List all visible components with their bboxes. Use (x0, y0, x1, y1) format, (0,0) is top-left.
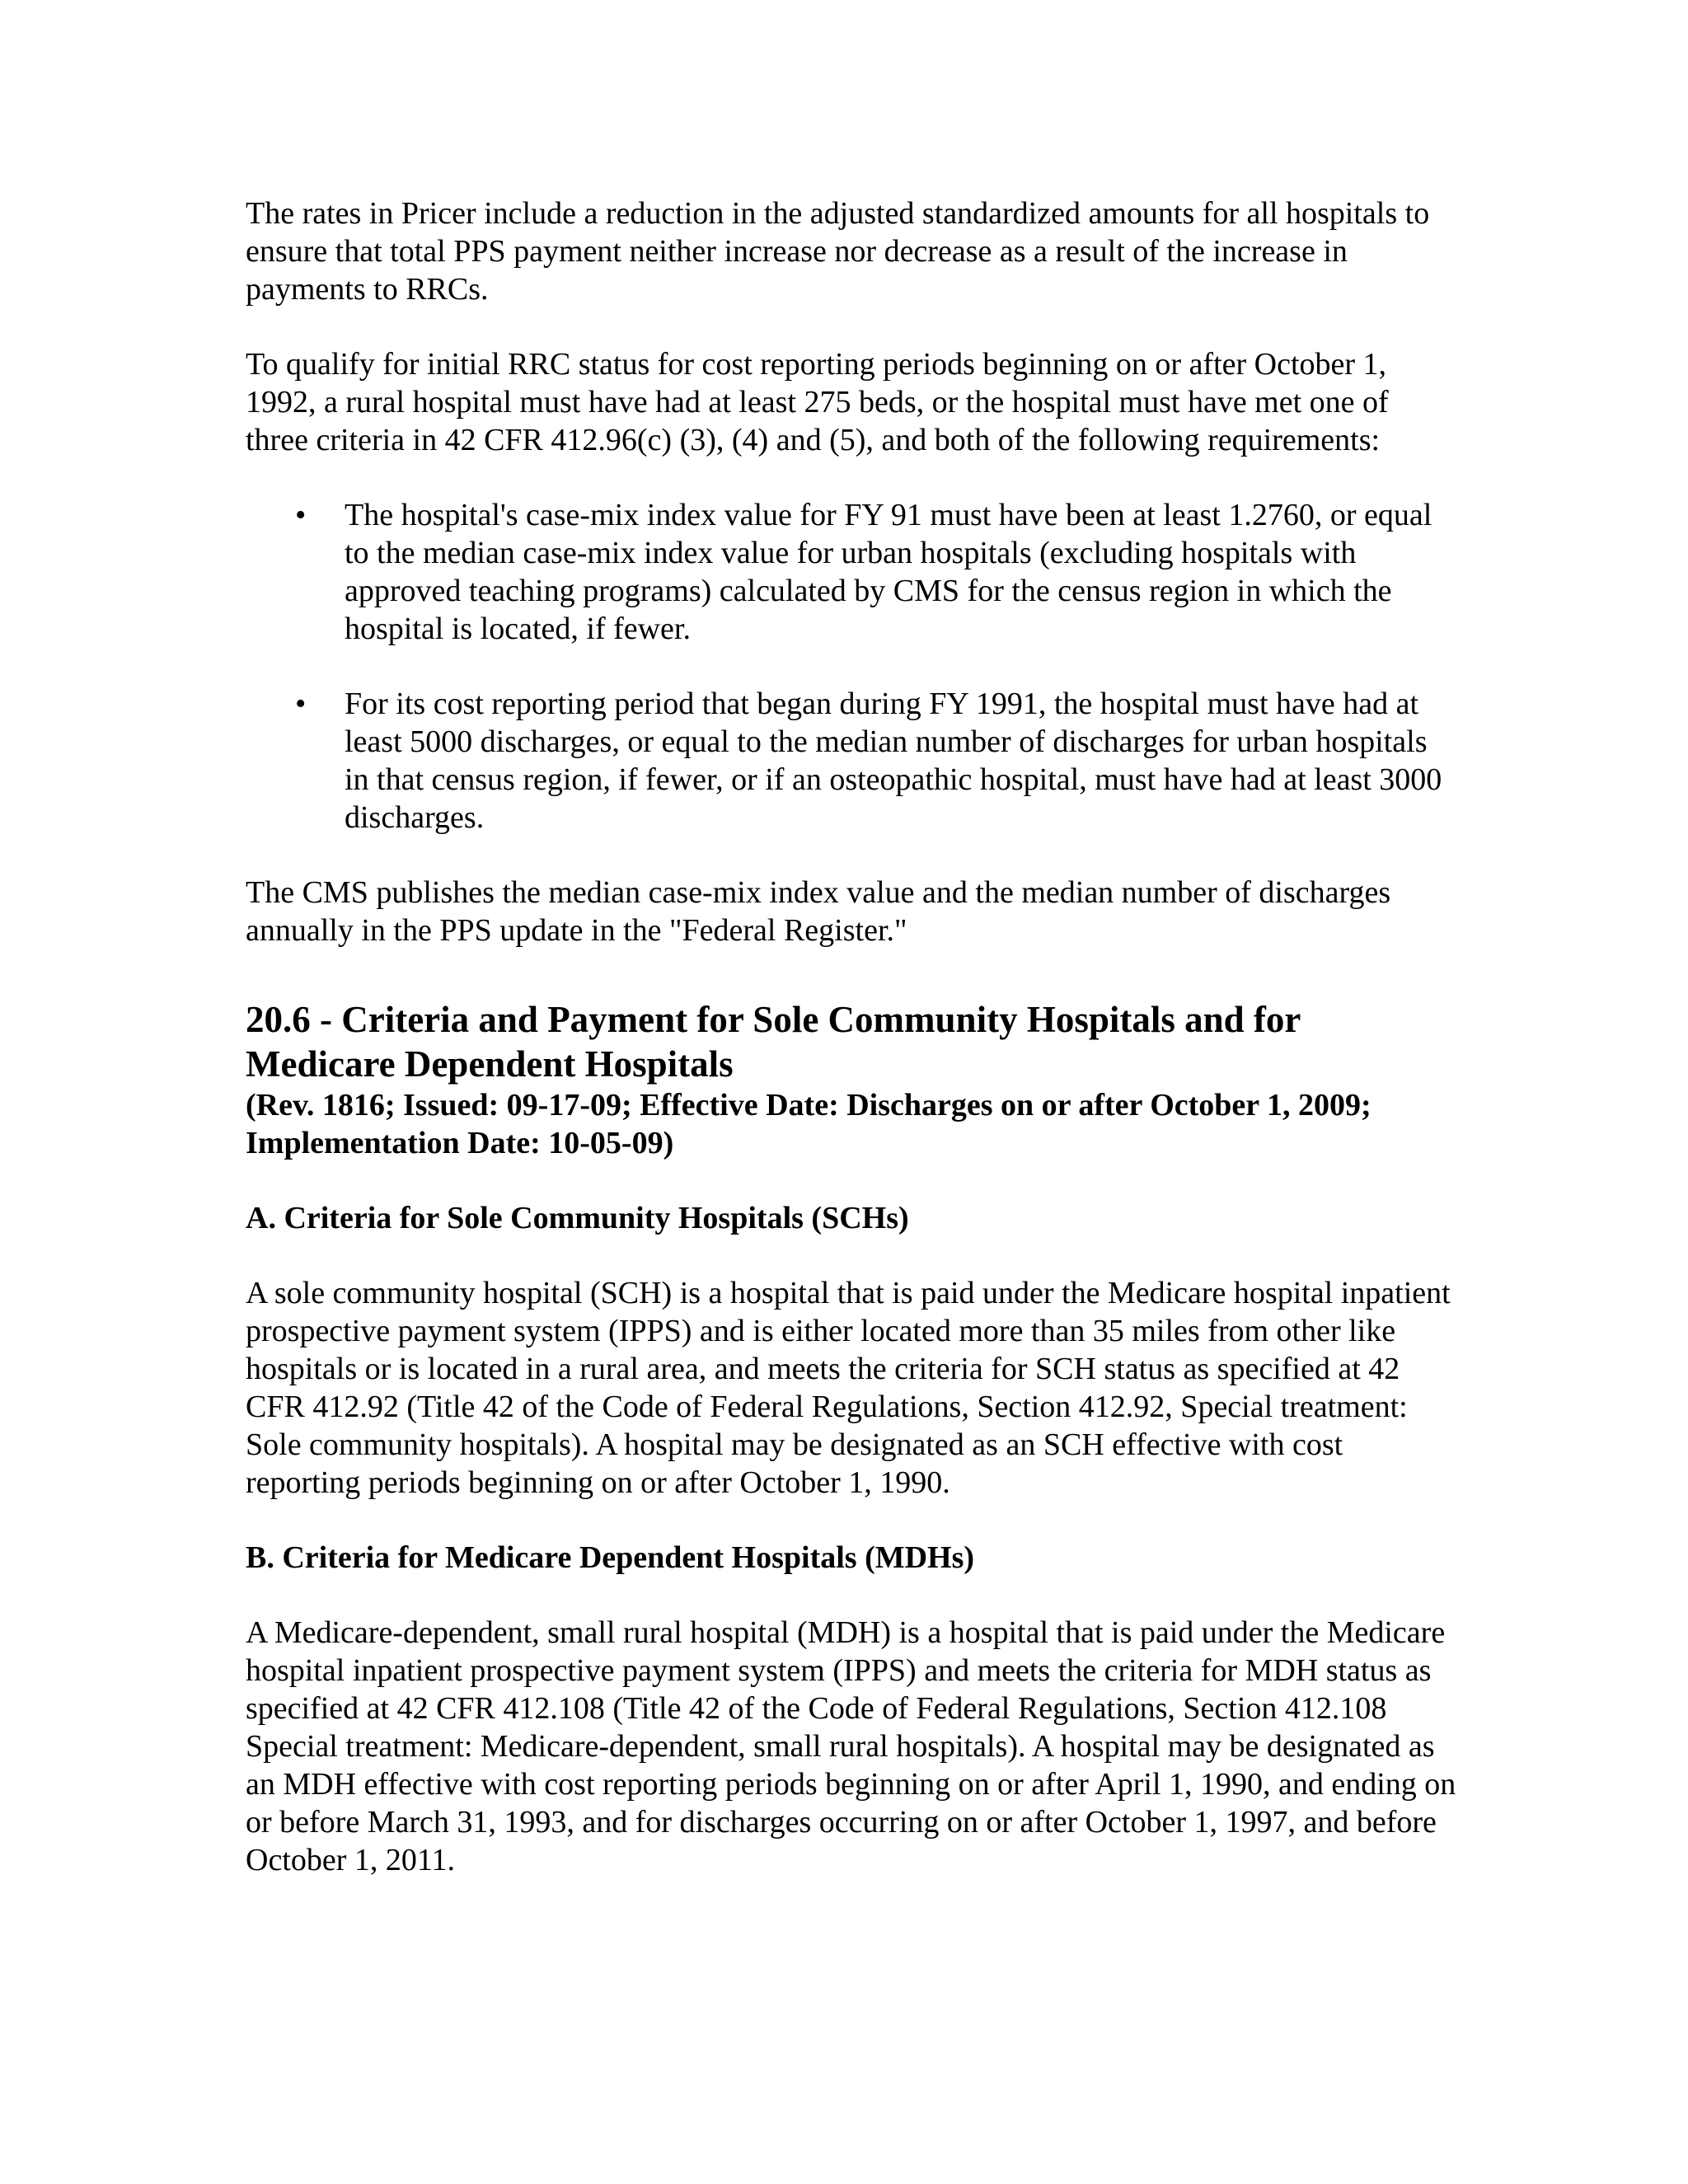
cms-publishes-paragraph: The CMS publishes the median case-mix index value and the median number of discharges annually in the PPS update in the "Federal Register." (246, 875, 1391, 948)
subsection-b-body: A Medicare-dependent, small rural hospital (MDH) is a hospital that is paid under the Medicare hospital inpatient prospective payment system (IPPS) and meets the criteria for MDH status as specified at 42 CFR 412.108 (Title 42 of the Code of Federal Regulations, Section 412.108 Special treatment: Medicare-dependent, small rural hospitals). A hospital may be designated as an MDH effective with cost reporting periods beginning on or after April 1, 1990, and ending on or before March 31, 1993, and for discharges occurring on or after October 1, 1997, and before October 1, 2011. (246, 1615, 1456, 1877)
list-item (246, 685, 1457, 837)
qualify-paragraph: To qualify for initial RRC status for cost reporting periods beginning on or after October 1, 1992, a rural hospital must have had at least 275 beds, or the hospital must have met one of three criteria in 42 CFR 412.96(c) (3), (4) and (5), and both of the following requirements: (246, 347, 1389, 457)
list-item (246, 496, 1457, 648)
rates-paragraph: The rates in Pricer include a reduction in the adjusted standardized amounts for all hospitals to ensure that total PPS payment neither increase nor decrease as a result of the increase in payments to RRCs. (246, 196, 1430, 307)
revision-note: (Rev. 1816; Issued: 09-17-09; Effective Date: Discharges on or after October 1, 2009; Implementation Date: 10-05-09) (246, 1088, 1372, 1160)
list-item-text: The hospital's case-mix index value for FY 91 must have been at least 1.2760, or equal to the median case-mix index value for urban hospitals (excluding hospitals with approved teaching programs) calculated by CMS for the census region in which the hospital is located, if fewer. (345, 498, 1432, 646)
bullet-icon: • (295, 687, 307, 721)
list-item-text: For its cost reporting period that began during FY 1991, the hospital must have had at least 5000 discharges, or equal to the median number of discharges for urban hospitals in that census region, if fewer, or if an osteopathic hospital, must have had at least 3000 discharges. (345, 687, 1442, 835)
requirements-list (246, 496, 1457, 837)
subsection-a-heading: A. Criteria for Sole Community Hospitals (SCHs) (246, 1201, 909, 1235)
section-title: 20.6 - Criteria and Payment for Sole Community Hospitals and for Medicare Dependent Hospitals (246, 999, 1301, 1085)
subsection-b-heading: B. Criteria for Medicare Dependent Hospitals (MDHs) (246, 1540, 975, 1575)
document-page (246, 194, 1457, 1916)
bullet-icon: • (295, 498, 307, 532)
subsection-a-body: A sole community hospital (SCH) is a hospital that is paid under the Medicare hospital inpatient prospective payment system (IPPS) and is either located more than 35 miles from other like hospitals or is located in a rural area, and meets the criteria for SCH status as specified at 42 CFR 412.92 (Title 42 of the Code of Federal Regulations, Section 412.92, Special treatment: Sole community hospitals). A hospital may be designated as an SCH effective with cost reporting periods beginning on or after October 1, 1990. (246, 1276, 1451, 1500)
